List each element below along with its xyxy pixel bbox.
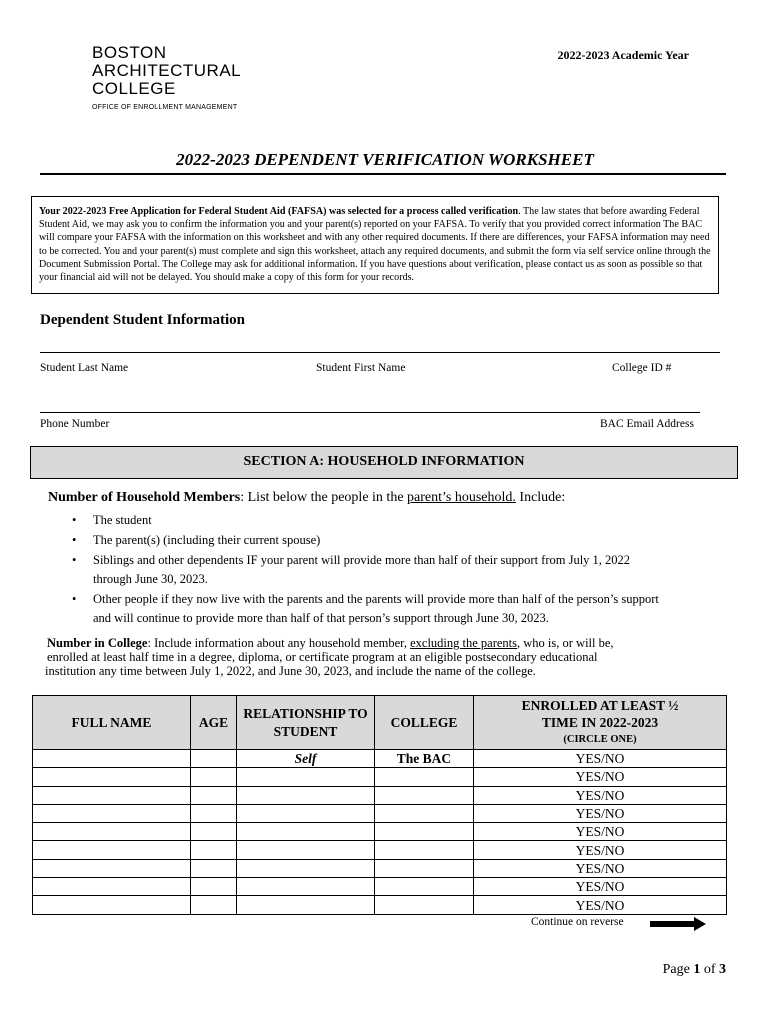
cell-age[interactable] (191, 786, 237, 804)
cell-enrolled[interactable]: YES/NO (474, 859, 727, 877)
cell-enrolled[interactable]: YES/NO (474, 841, 727, 859)
cell-relationship[interactable] (237, 878, 375, 896)
intro-text: . The law states that before awarding Federal Student Aid, we may ask you to confirm the information you and your parent(s) reported on your FAFSA. To verify that you provided correct information The BAC will compare your FAFSA with the information on this worksheet and with any other required documents. If there are differences, your FAFSA information may need to be corrected. You and your parent(s) must complete and sign this worksheet, attach any required documents, and submit the form via self service online through the Document Submission Portal. The College may ask for additional information. If you have questions about verification, please contact us as soon as possible so that your financial aid will not be delayed. You should make a copy of this form for your records. (39, 206, 711, 284)
page-current: 1 (693, 962, 701, 977)
cell-age[interactable] (191, 859, 237, 877)
table-row (33, 823, 727, 841)
bullet-text-cont: and will continue to provide more than half of that person’s support through June 30, 2023. (93, 611, 549, 625)
cell-age[interactable] (191, 823, 237, 841)
cell-age[interactable] (191, 841, 237, 859)
bullet-item: • The student (72, 511, 732, 530)
title-rule (40, 173, 726, 175)
dependent-heading: Dependent Student Information (40, 312, 246, 328)
cell-college[interactable] (375, 768, 474, 786)
header-age: AGE (191, 696, 237, 750)
cell-full-name[interactable] (33, 786, 191, 804)
bullet-text: The parent(s) (including their current spouse) (93, 533, 321, 547)
intro-box (31, 196, 719, 294)
cell-enrolled[interactable]: YES/NO (474, 823, 727, 841)
page-of: of (703, 962, 716, 977)
contact-info-line[interactable] (40, 412, 700, 413)
bullet-text: The student (93, 513, 152, 527)
table-row (33, 750, 727, 768)
cell-college[interactable] (375, 804, 474, 822)
college-line-3: institution any time between July 1, 2022, and June 30, 2023, and include the name of the college. (45, 664, 536, 678)
intro-bold: Your 2022-2023 Free Application for Federal Student Aid (FAFSA) was selected for a process called verification (39, 206, 519, 217)
household-table (32, 695, 727, 915)
cell-enrolled[interactable]: YES/NO (474, 878, 727, 896)
label-first-name: Student First Name (316, 362, 406, 374)
parents-household-link: parent’s household. (407, 490, 516, 505)
page-number (663, 962, 726, 978)
household-members-include: Include: (515, 490, 566, 505)
logo-line-2: ARCHITECTURAL (92, 61, 242, 80)
header-enrolled-text: ENROLLED AT LEAST ½ TIME IN 2022-2023 (521, 698, 679, 730)
cell-full-name[interactable] (33, 768, 191, 786)
cell-college[interactable] (375, 841, 474, 859)
college-logo (92, 44, 241, 111)
header-circle-one: (CIRCLE ONE) (563, 734, 637, 745)
household-members-text: : List below the people in the (240, 490, 408, 505)
college-line-2: enrolled at least half time in a degree, diploma, or certificate program at an eligible postsecondary educational (47, 650, 598, 664)
cell-enrolled[interactable]: YES/NO (474, 896, 727, 914)
cell-relationship[interactable] (237, 859, 375, 877)
cell-full-name[interactable] (33, 859, 191, 877)
label-email: BAC Email Address (600, 418, 694, 430)
table-row (33, 859, 727, 877)
cell-college[interactable] (375, 786, 474, 804)
household-members-bold: Number of Household Members (48, 490, 241, 505)
cell-full-name[interactable] (33, 804, 191, 822)
cell-relationship[interactable] (237, 804, 375, 822)
cell-relationship[interactable] (237, 841, 375, 859)
right-arrow-icon (650, 917, 706, 931)
cell-age[interactable] (191, 896, 237, 914)
cell-enrolled[interactable]: YES/NO (474, 786, 727, 804)
table-header-row (33, 696, 727, 750)
page-word: Page (662, 962, 690, 977)
cell-full-name[interactable] (33, 878, 191, 896)
number-in-college-bold: Number in College (47, 636, 148, 650)
label-college-id: College ID # (612, 362, 672, 374)
cell-age[interactable] (191, 878, 237, 896)
bullet-item: • Siblings and other dependents IF your parent will provide more than half of their support from July 1, 2022 through June 30, 2023. (72, 551, 732, 589)
table-row (33, 896, 727, 914)
table-row (33, 804, 727, 822)
cell-enrolled[interactable]: YES/NO (474, 768, 727, 786)
header-full-name: FULL NAME (33, 696, 191, 750)
cell-college[interactable]: The BAC (375, 750, 474, 768)
excluding-parents: excluding the parents (410, 636, 518, 650)
cell-college[interactable] (375, 823, 474, 841)
student-info-line[interactable] (40, 352, 720, 353)
cell-relationship[interactable] (237, 786, 375, 804)
college-text-2: , who is, or will be, (517, 636, 614, 650)
table-row (33, 768, 727, 786)
table-row (33, 841, 727, 859)
logo-line-3: COLLEGE (92, 79, 176, 98)
cell-enrolled[interactable]: YES/NO (474, 750, 727, 768)
cell-enrolled[interactable]: YES/NO (474, 804, 727, 822)
page-title: 2022-2023 DEPENDENT VERIFICATION WORKSHEET (176, 150, 594, 169)
label-last-name: Student Last Name (40, 362, 129, 374)
page-total: 3 (719, 962, 726, 977)
cell-college[interactable] (375, 859, 474, 877)
cell-full-name[interactable] (33, 896, 191, 914)
bullet-item: • The parent(s) (including their current spouse) (72, 531, 732, 550)
cell-relationship[interactable] (237, 896, 375, 914)
logo-subtitle: OFFICE OF ENROLLMENT MANAGEMENT (92, 104, 238, 111)
header-college: COLLEGE (375, 696, 474, 750)
household-members-heading (48, 490, 565, 506)
header-enrolled (474, 696, 727, 750)
bullet-item: • Other people if they now live with the parents and the parents will provide more than half of the person’s support and will continue to provide more than half of that person’s support through June 30, 2023. (72, 590, 732, 628)
bullet-text: Siblings and other dependents IF your parent will provide more than half of their support from July 1, 2022 (93, 553, 631, 567)
number-in-college-paragraph (47, 636, 717, 678)
continue-on-reverse: Continue on reverse (531, 916, 624, 928)
header-relationship: RELATIONSHIP TO STUDENT (237, 696, 375, 750)
cell-full-name[interactable] (33, 750, 191, 768)
cell-relationship[interactable] (237, 768, 375, 786)
section-a-header: SECTION A: HOUSEHOLD INFORMATION (30, 446, 738, 479)
academic-year: 2022-2023 Academic Year (557, 48, 689, 62)
cell-full-name[interactable] (33, 841, 191, 859)
table-row (33, 786, 727, 804)
logo-line-1: BOSTON (92, 43, 167, 62)
label-phone: Phone Number (40, 418, 110, 430)
table-row (33, 878, 727, 896)
cell-age[interactable] (191, 768, 237, 786)
cell-relationship[interactable]: Self (237, 750, 375, 768)
cell-relationship[interactable] (237, 823, 375, 841)
cell-college[interactable] (375, 878, 474, 896)
cell-college[interactable] (375, 896, 474, 914)
bullet-text: Other people if they now live with the parents and the parents will provide more than half of the person’s support (93, 592, 659, 606)
college-text-1: : Include information about any household member, (147, 636, 411, 650)
cell-age[interactable] (191, 750, 237, 768)
bullet-text-cont: through June 30, 2023. (93, 572, 208, 586)
cell-age[interactable] (191, 804, 237, 822)
cell-full-name[interactable] (33, 823, 191, 841)
